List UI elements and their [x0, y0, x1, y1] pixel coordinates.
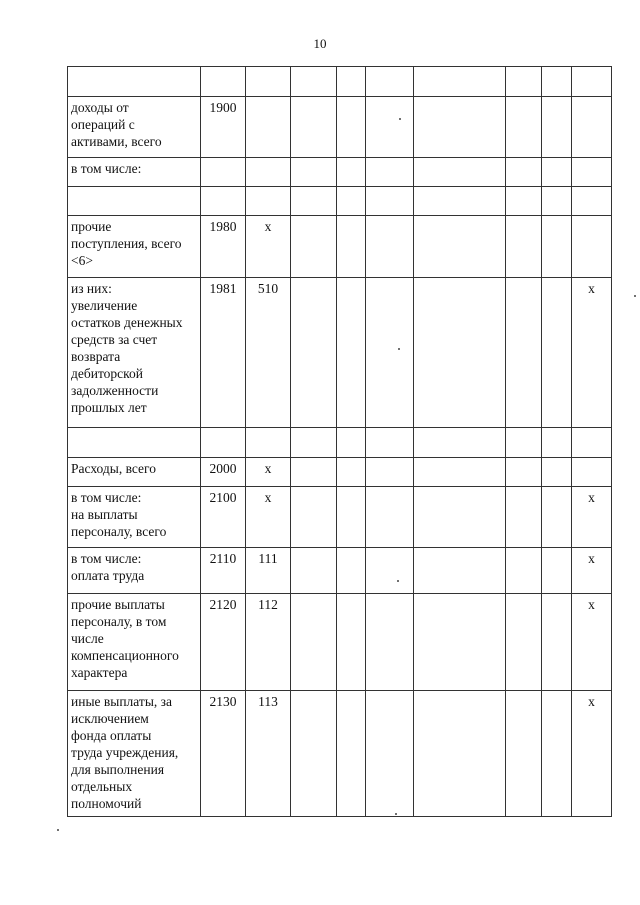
row-code — [201, 158, 246, 187]
table-row — [68, 67, 612, 97]
row-kbk: 113 — [246, 691, 291, 817]
row-label-text: Расходы, всего — [71, 461, 156, 476]
empty-cell — [542, 278, 572, 428]
empty-cell — [542, 548, 572, 594]
empty-cell — [366, 67, 414, 97]
row-last-value: x — [572, 548, 612, 594]
empty-cell — [366, 691, 414, 817]
row-code: 2110 — [201, 548, 246, 594]
empty-cell — [414, 594, 506, 691]
row-code — [201, 428, 246, 458]
row-kbk: x — [246, 487, 291, 548]
row-code: 2120 — [201, 594, 246, 691]
empty-cell — [366, 458, 414, 487]
scan-speck — [398, 348, 400, 350]
empty-cell — [366, 428, 414, 458]
empty-cell — [506, 428, 542, 458]
row-code: 2000 — [201, 458, 246, 487]
row-last-value: x — [572, 594, 612, 691]
empty-cell — [291, 428, 337, 458]
empty-cell — [366, 548, 414, 594]
empty-cell — [506, 691, 542, 817]
empty-cell — [337, 97, 366, 158]
table-row — [68, 487, 612, 548]
empty-cell — [366, 278, 414, 428]
row-last-value — [572, 97, 612, 158]
empty-cell — [291, 216, 337, 278]
empty-cell — [337, 158, 366, 187]
empty-cell — [366, 487, 414, 548]
row-label — [68, 428, 201, 458]
scan-speck — [395, 813, 397, 815]
table-body — [68, 67, 612, 817]
empty-cell — [506, 158, 542, 187]
row-kbk: 111 — [246, 548, 291, 594]
empty-cell — [291, 278, 337, 428]
empty-cell — [506, 458, 542, 487]
empty-cell — [506, 187, 542, 216]
empty-cell — [542, 487, 572, 548]
empty-cell — [337, 278, 366, 428]
row-code: 2130 — [201, 691, 246, 817]
row-label — [68, 487, 201, 548]
scan-speck — [634, 295, 636, 297]
row-label — [68, 691, 201, 817]
empty-cell — [542, 691, 572, 817]
row-label — [68, 278, 201, 428]
row-label-text: в том числе: на выплаты персоналу, всего — [71, 490, 167, 539]
scan-speck — [397, 580, 399, 582]
row-kbk — [246, 158, 291, 187]
table-row — [68, 428, 612, 458]
empty-cell — [291, 548, 337, 594]
empty-cell — [366, 187, 414, 216]
empty-cell — [414, 216, 506, 278]
empty-cell — [366, 158, 414, 187]
empty-cell — [506, 487, 542, 548]
row-code — [201, 67, 246, 97]
row-label — [68, 216, 201, 278]
empty-cell — [542, 428, 572, 458]
empty-cell — [414, 187, 506, 216]
empty-cell — [506, 548, 542, 594]
row-label — [68, 158, 201, 187]
empty-cell — [337, 428, 366, 458]
table-row — [68, 691, 612, 817]
empty-cell — [337, 187, 366, 216]
empty-cell — [337, 216, 366, 278]
empty-cell — [414, 691, 506, 817]
table-row — [68, 216, 612, 278]
row-last-value — [572, 216, 612, 278]
empty-cell — [291, 594, 337, 691]
empty-cell — [337, 458, 366, 487]
empty-cell — [506, 97, 542, 158]
row-kbk: x — [246, 458, 291, 487]
table-row — [68, 594, 612, 691]
empty-cell — [542, 458, 572, 487]
empty-cell — [414, 67, 506, 97]
empty-cell — [337, 67, 366, 97]
table-row — [68, 278, 612, 428]
empty-cell — [506, 594, 542, 691]
row-kbk — [246, 67, 291, 97]
empty-cell — [414, 428, 506, 458]
row-kbk: 510 — [246, 278, 291, 428]
empty-cell — [542, 216, 572, 278]
empty-cell — [414, 97, 506, 158]
empty-cell — [414, 458, 506, 487]
table-row — [68, 187, 612, 216]
table-row — [68, 458, 612, 487]
empty-cell — [366, 594, 414, 691]
page-number: 10 — [313, 36, 327, 51]
row-last-value — [572, 67, 612, 97]
row-last-value — [572, 458, 612, 487]
row-last-value — [572, 187, 612, 216]
row-label — [68, 97, 201, 158]
row-kbk: 112 — [246, 594, 291, 691]
empty-cell — [337, 691, 366, 817]
row-code — [201, 187, 246, 216]
empty-cell — [542, 594, 572, 691]
row-last-value: x — [572, 278, 612, 428]
row-label-text: прочие поступления, всего <6> — [71, 219, 182, 268]
empty-cell — [506, 216, 542, 278]
empty-cell — [291, 458, 337, 487]
empty-cell — [414, 158, 506, 187]
empty-cell — [542, 97, 572, 158]
empty-cell — [542, 187, 572, 216]
row-last-value — [572, 428, 612, 458]
empty-cell — [542, 67, 572, 97]
scan-speck — [399, 118, 401, 120]
row-label — [68, 548, 201, 594]
empty-cell — [291, 97, 337, 158]
empty-cell — [542, 158, 572, 187]
empty-cell — [291, 691, 337, 817]
row-label — [68, 187, 201, 216]
row-label-text: в том числе: — [71, 161, 142, 176]
empty-cell — [506, 278, 542, 428]
table-row — [68, 548, 612, 594]
row-label — [68, 67, 201, 97]
row-label-text: доходы от операций с активами, всего — [71, 100, 162, 149]
row-last-value: x — [572, 487, 612, 548]
empty-cell — [337, 594, 366, 691]
empty-cell — [291, 487, 337, 548]
budget-table — [67, 66, 612, 817]
row-last-value — [572, 158, 612, 187]
row-last-value: x — [572, 691, 612, 817]
empty-cell — [414, 548, 506, 594]
empty-cell — [337, 487, 366, 548]
row-kbk — [246, 428, 291, 458]
empty-cell — [291, 158, 337, 187]
row-code: 1980 — [201, 216, 246, 278]
row-kbk — [246, 97, 291, 158]
row-kbk: x — [246, 216, 291, 278]
row-label-text: прочие выплаты персоналу, в том числе компенсационного характера — [71, 597, 179, 680]
row-code: 1981 — [201, 278, 246, 428]
empty-cell — [366, 97, 414, 158]
table-row — [68, 97, 612, 158]
row-code: 1900 — [201, 97, 246, 158]
table-row — [68, 158, 612, 187]
row-label-text: в том числе: оплата труда — [71, 551, 145, 583]
row-kbk — [246, 187, 291, 216]
row-code: 2100 — [201, 487, 246, 548]
empty-cell — [366, 216, 414, 278]
empty-cell — [506, 67, 542, 97]
row-label-text: иные выплаты, за исключением фонда оплаты труда учреждения, для выполнения отдельных полномочий — [71, 694, 179, 811]
empty-cell — [291, 67, 337, 97]
row-label — [68, 594, 201, 691]
empty-cell — [414, 487, 506, 548]
empty-cell — [291, 187, 337, 216]
empty-cell — [337, 548, 366, 594]
row-label — [68, 458, 201, 487]
row-label-text: из них: увеличение остатков денежных средств за счет возврата дебиторской задолженности прошлых лет — [71, 281, 183, 415]
empty-cell — [414, 278, 506, 428]
scan-speck — [57, 829, 59, 831]
